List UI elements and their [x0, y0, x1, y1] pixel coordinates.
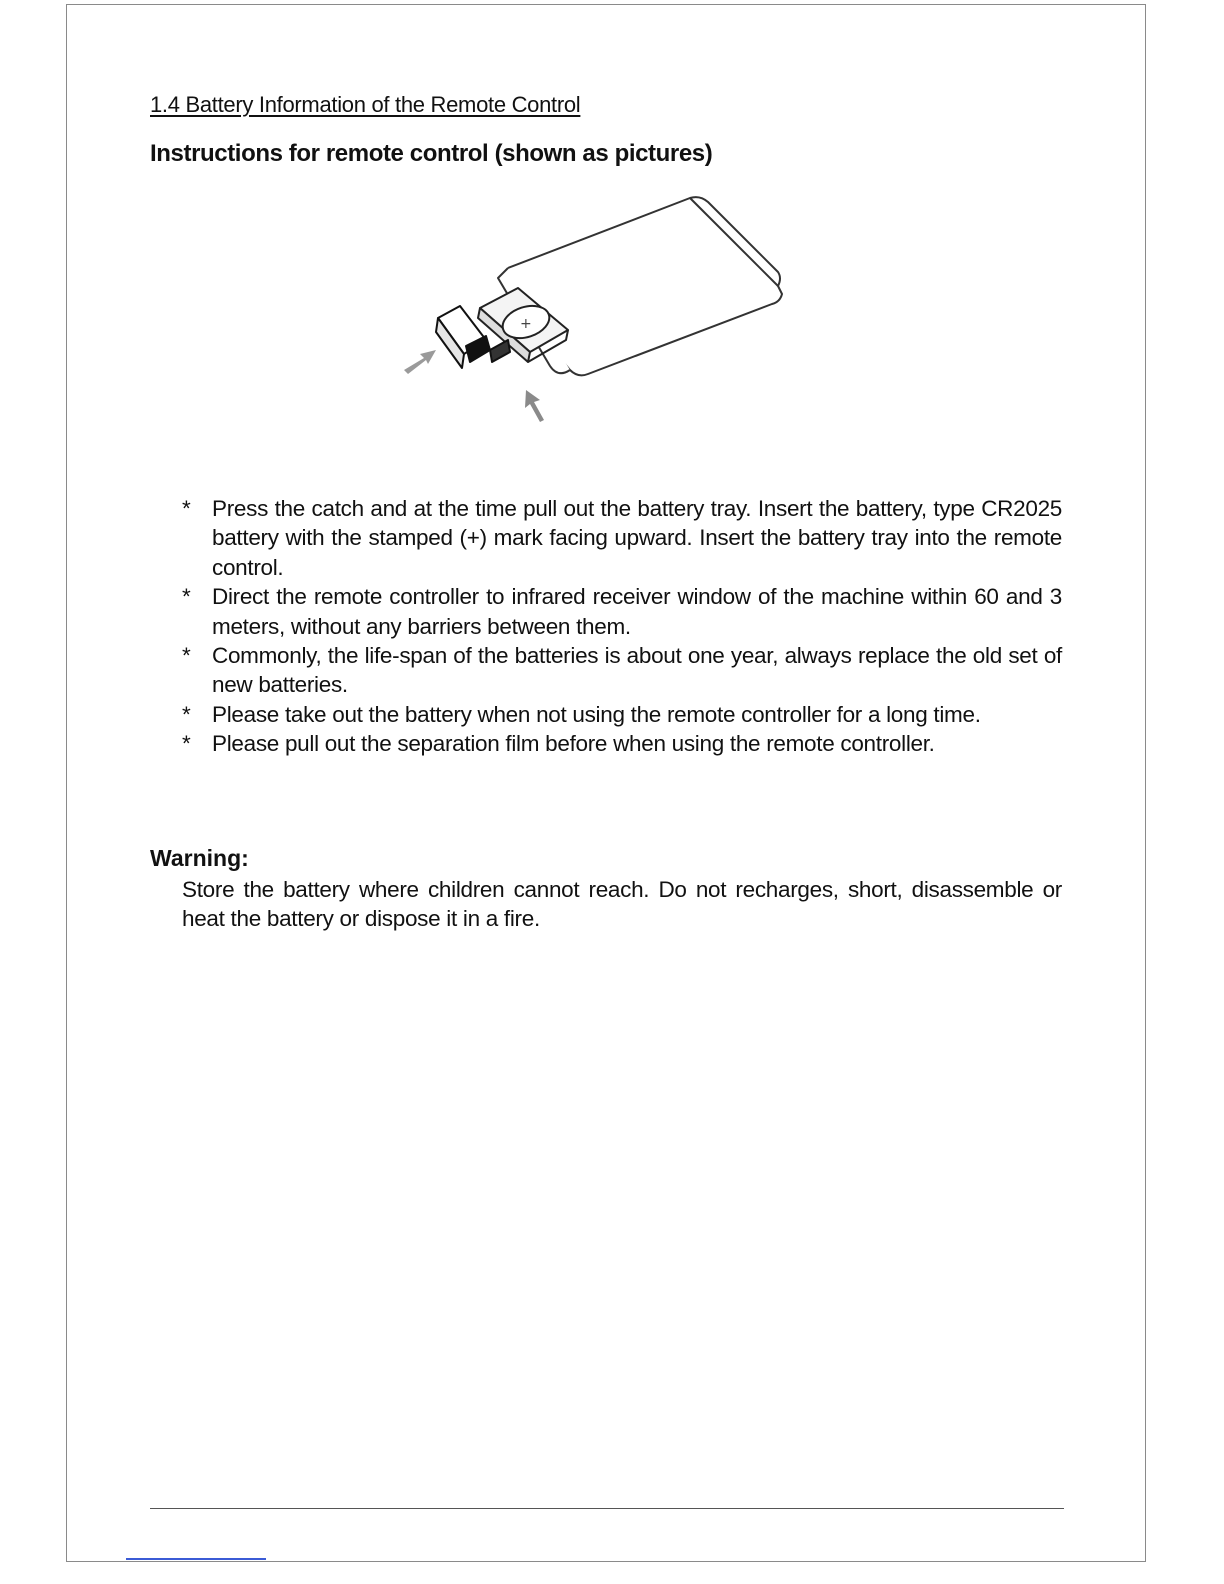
footer-divider	[150, 1508, 1064, 1509]
instruction-text: Please pull out the separation film before when using the remote controller.	[212, 731, 935, 757]
warning-text: Store the battery where children cannot reach. Do not recharges, short, disassemble or heat the battery or dispose it in a fire.	[182, 877, 1062, 932]
instruction-item	[182, 641, 1062, 700]
section-heading: 1.4 Battery Information of the Remote Control	[150, 92, 581, 117]
press-arrow-icon	[404, 350, 436, 374]
bullet-marker: *	[182, 731, 191, 757]
instruction-item	[182, 700, 1062, 729]
footer-link-underline[interactable]	[126, 1558, 266, 1560]
instruction-item	[182, 729, 1062, 758]
battery-plus-mark: +	[520, 316, 532, 332]
bullet-marker: *	[182, 701, 191, 727]
instruction-text: Please take out the battery when not using the remote controller for a long time.	[212, 701, 981, 727]
instruction-item	[182, 494, 1062, 582]
bullet-marker: *	[182, 584, 191, 610]
instruction-text: Commonly, the life-span of the batteries is about one year, always replace the old set of new batteries.	[212, 643, 1062, 698]
bullet-marker: *	[182, 643, 191, 669]
instruction-text: Direct the remote controller to infrared receiver window of the machine within 60 and 3 meters, without any barriers between them.	[212, 584, 1062, 639]
remote-body	[498, 197, 782, 375]
remote-control-illustration	[390, 190, 790, 430]
remote-control-battery-figure	[390, 190, 790, 430]
pull-arrow-icon	[525, 390, 544, 422]
instruction-item	[182, 582, 1062, 641]
warning-title: Warning:	[150, 845, 249, 871]
instruction-list	[182, 494, 1062, 759]
bullet-marker: *	[182, 496, 191, 521]
sub-heading: Instructions for remote control (shown as pictures)	[150, 140, 713, 167]
instruction-text: Press the catch and at the time pull out the battery tray. Insert the battery, type CR2025 battery with the stamped (+) mark facing upward. Insert the battery tray into the remote control.	[212, 496, 1062, 580]
